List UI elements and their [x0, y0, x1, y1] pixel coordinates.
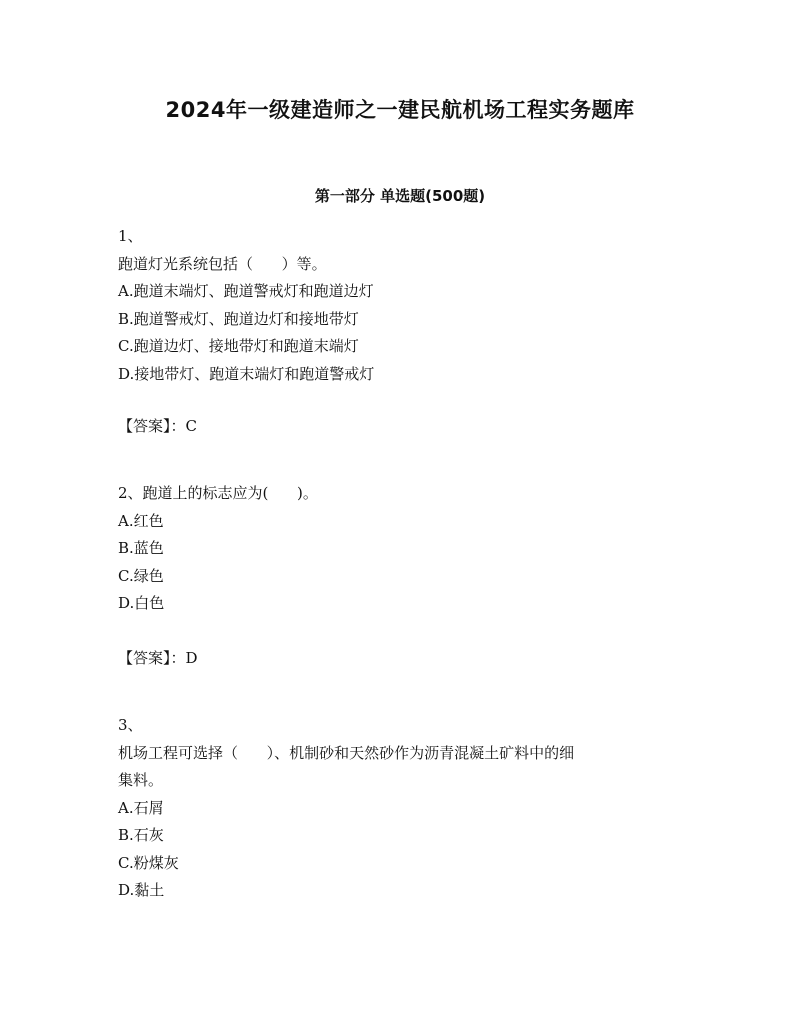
question-2: [118, 480, 688, 618]
question-number: 1、: [118, 227, 143, 245]
option-d: D.接地带灯、跑道末端灯和跑道警戒灯: [118, 364, 375, 383]
option-c: C.跑道边灯、接地带灯和跑道末端灯: [118, 337, 359, 355]
question-stem: 跑道灯光系统包括（ ）等。: [118, 254, 327, 273]
question-stem-continued: 集料。: [118, 771, 164, 789]
document-title: 2024年一级建造师之一建民航机场工程实务题库: [165, 98, 635, 122]
option-d: D.黏土: [118, 881, 165, 899]
option-b: B.蓝色: [118, 539, 164, 557]
answer-2: 【答案】：D: [118, 649, 198, 667]
option-d: D.白色: [118, 594, 165, 612]
question-stem: 2、跑道上的标志应为( )。: [118, 484, 318, 502]
option-c: C.粉煤灰: [118, 853, 179, 872]
option-a: A.跑道末端灯、跑道警戒灯和跑道边灯: [118, 282, 374, 300]
option-a: A.红色: [118, 511, 164, 530]
answer-1: 【答案】：C: [118, 417, 197, 435]
option-a: A.石屑: [118, 798, 164, 817]
question-3: [118, 712, 688, 905]
section-heading: 第一部分 单选题(500题): [314, 187, 486, 205]
question-1: [118, 223, 688, 388]
option-c: C.绿色: [118, 566, 164, 585]
question-stem: 机场工程可选择（ ）、机制砂和天然砂作为沥青混凝土矿料中的细: [118, 743, 575, 762]
question-number: 3、: [118, 716, 143, 734]
option-b: B.跑道警戒灯、跑道边灯和接地带灯: [118, 309, 359, 328]
option-b: B.石灰: [118, 826, 164, 844]
